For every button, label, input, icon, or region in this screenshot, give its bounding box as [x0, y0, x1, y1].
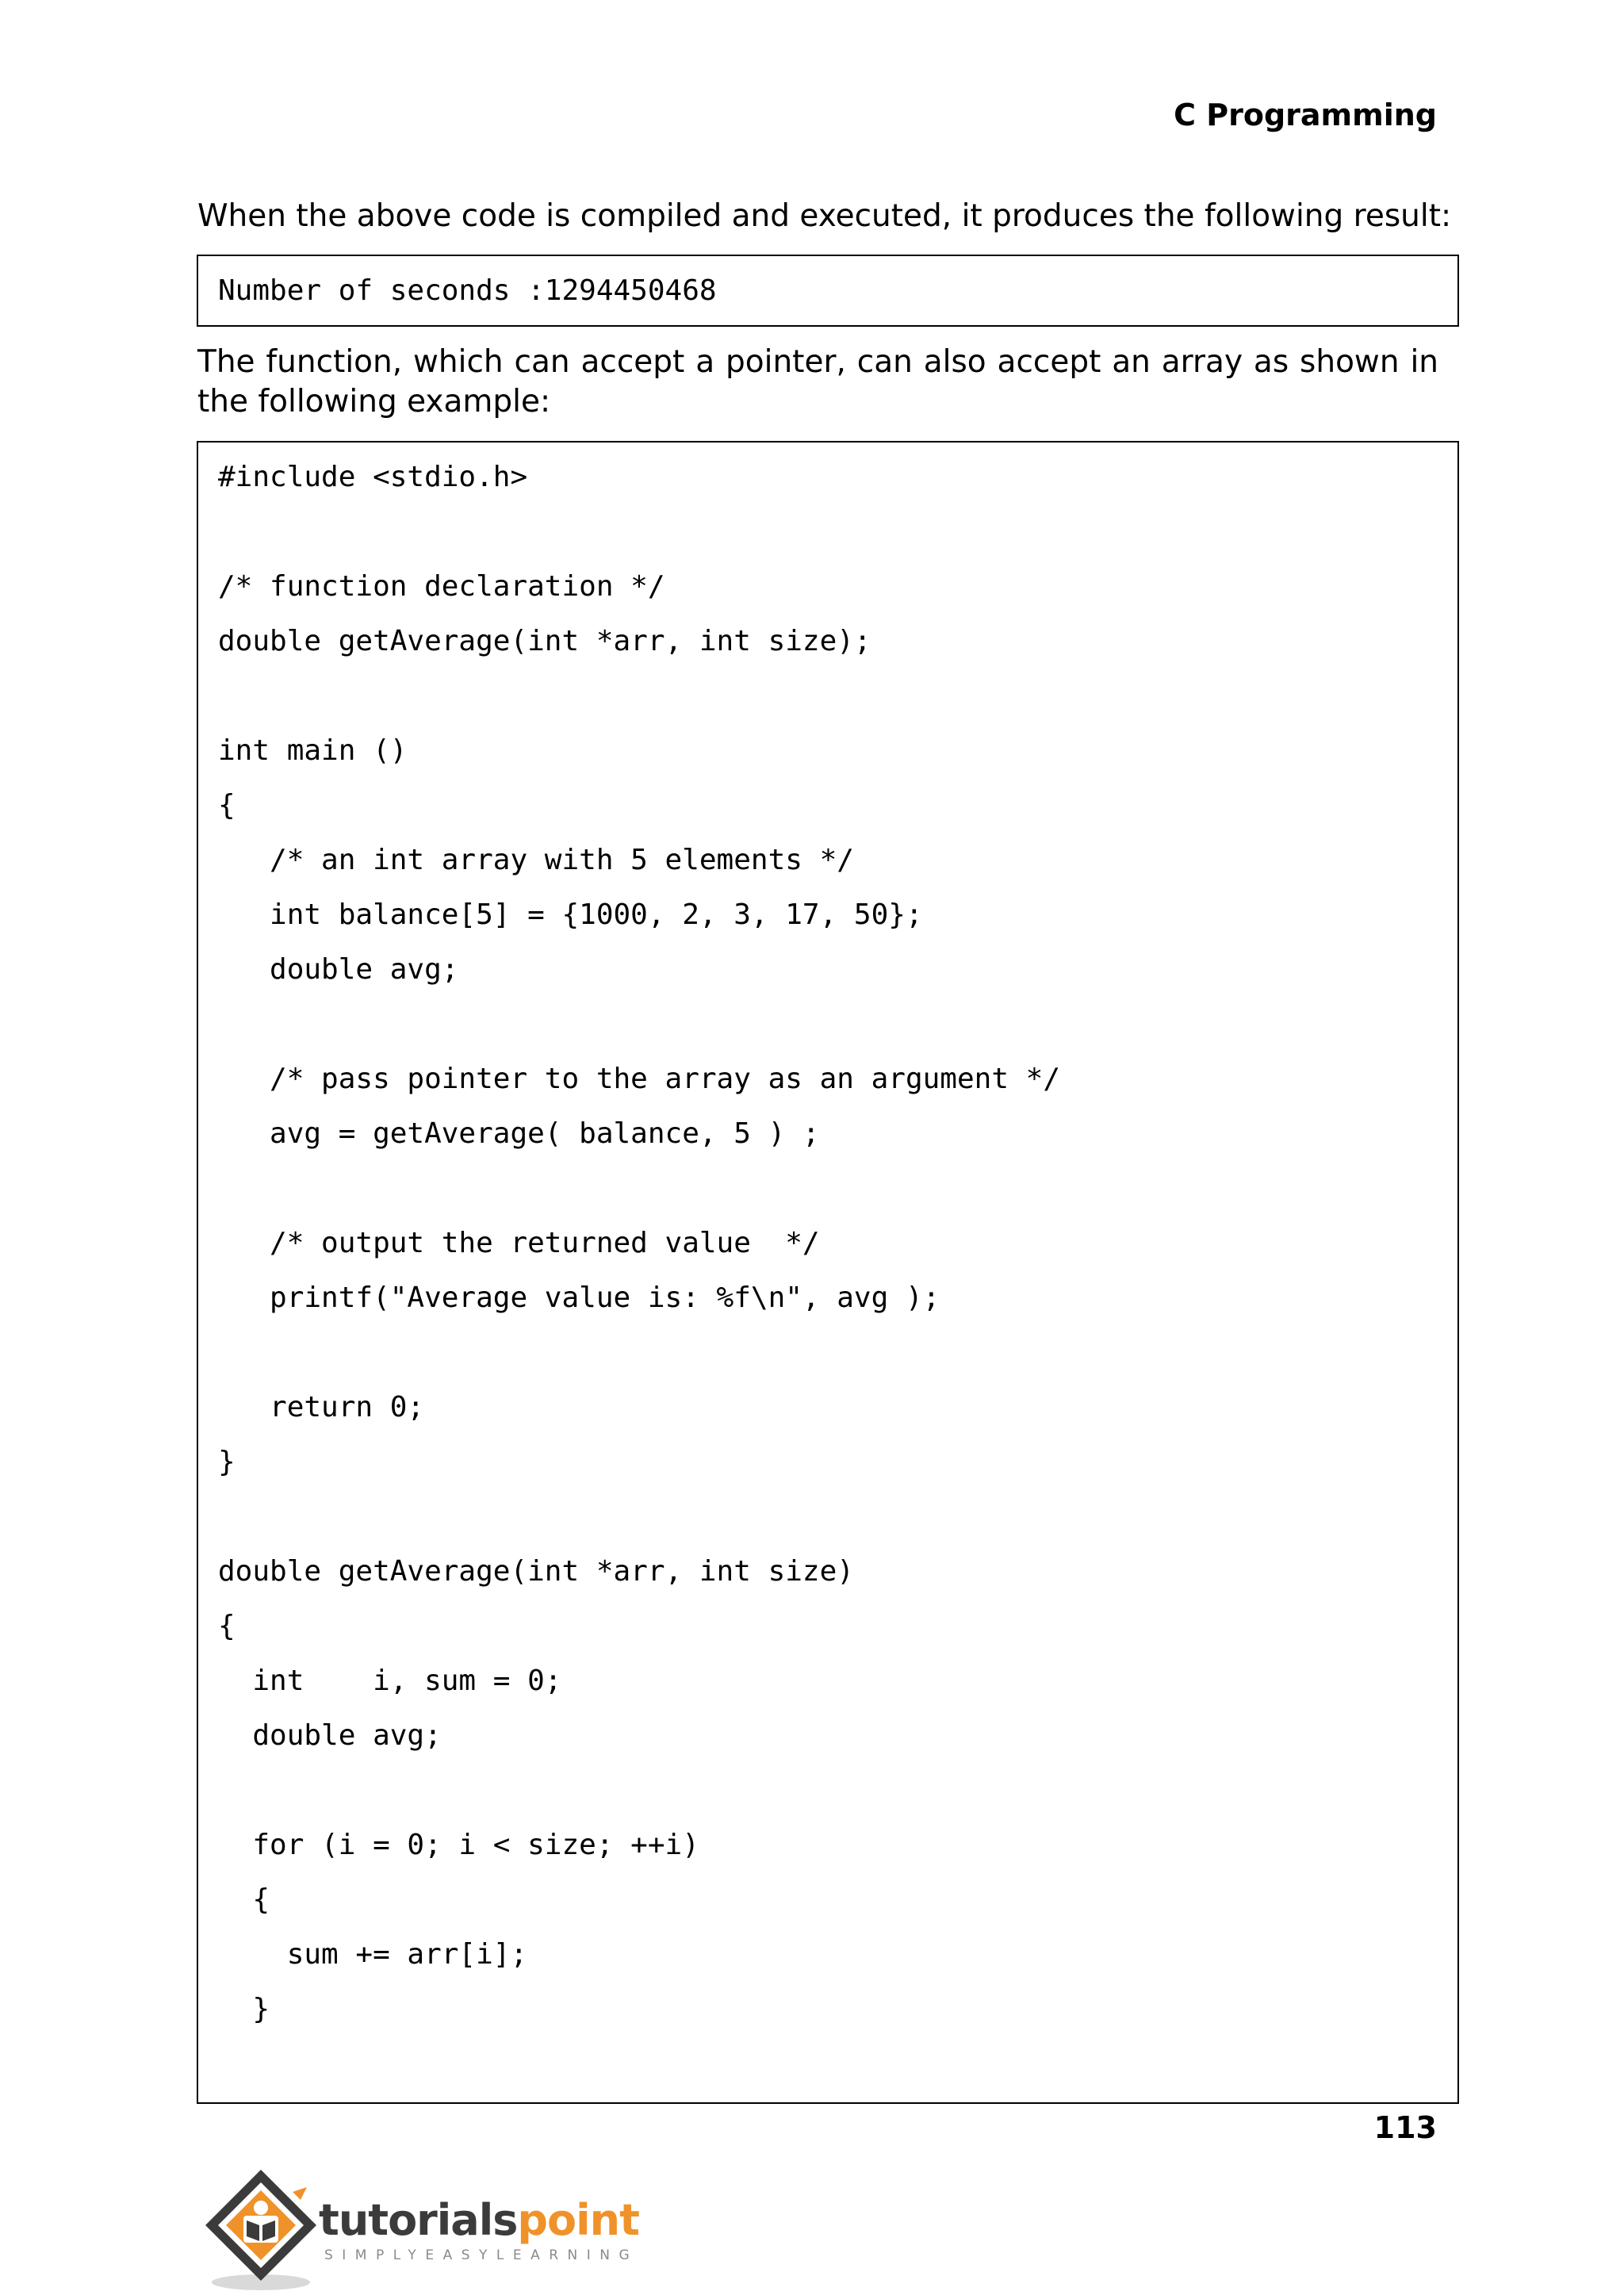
code-line: {	[218, 1610, 236, 1642]
code-line	[218, 513, 1060, 568]
output-block	[197, 255, 1459, 327]
code-line	[218, 1498, 1060, 1553]
code-line: avg = getAverage( balance, 5 ) ;	[218, 1117, 820, 1150]
output-text: Number of seconds :1294450468	[218, 274, 717, 307]
code-line: {	[218, 1883, 270, 1916]
code-line: double avg;	[218, 953, 459, 986]
tutorialspoint-logo	[196, 2163, 640, 2294]
code-line: /* an int array with 5 elements */	[218, 844, 854, 876]
code-line: sum += arr[i];	[218, 1938, 528, 1971]
second-paragraph: The function, which can accept a pointer, can also accept an array as shown in the following example:	[197, 344, 1438, 420]
code-line: int i, sum = 0;	[218, 1665, 562, 1697]
logo-wordmark	[319, 2195, 639, 2246]
logo-emblem-icon	[196, 2163, 331, 2294]
code-lines	[218, 458, 1060, 2045]
code-line	[218, 1170, 1060, 1224]
code-line	[218, 1334, 1060, 1389]
code-line: double getAverage(int *arr, int size)	[218, 1555, 854, 1588]
code-line: double avg;	[218, 1719, 442, 1752]
code-line: {	[218, 789, 236, 822]
code-line: }	[218, 1993, 270, 2025]
logo-tagline: SIMPLYEASYLEARNING	[324, 2247, 639, 2263]
code-line: /* pass pointer to the array as an argument */	[218, 1063, 1061, 1095]
logo-word-part2: point	[517, 2195, 639, 2245]
code-line: printf("Average value is: %f\n", avg );	[218, 1282, 940, 1314]
page-number: 113	[1373, 2110, 1437, 2145]
code-line: for (i = 0; i < size; ++i)	[218, 1829, 699, 1861]
code-line	[218, 1006, 1060, 1060]
code-line: int main ()	[218, 734, 408, 767]
code-block	[197, 441, 1459, 2104]
code-line: int balance[5] = {1000, 2, 3, 17, 50};	[218, 898, 923, 931]
code-line: }	[218, 1446, 236, 1478]
intro-paragraph: When the above code is compiled and executed, it produces the following result:	[197, 198, 1452, 234]
running-header: C Programming	[1174, 98, 1437, 132]
code-line	[218, 677, 1060, 732]
logo-word-part1: tutorials	[319, 2195, 518, 2245]
code-line: double getAverage(int *arr, int size);	[218, 625, 871, 657]
code-line	[218, 1772, 1060, 1826]
code-line: return 0;	[218, 1391, 425, 1423]
code-line: /* output the returned value */	[218, 1227, 820, 1259]
code-line: #include <stdio.h>	[218, 461, 528, 493]
code-line: /* function declaration */	[218, 570, 665, 603]
